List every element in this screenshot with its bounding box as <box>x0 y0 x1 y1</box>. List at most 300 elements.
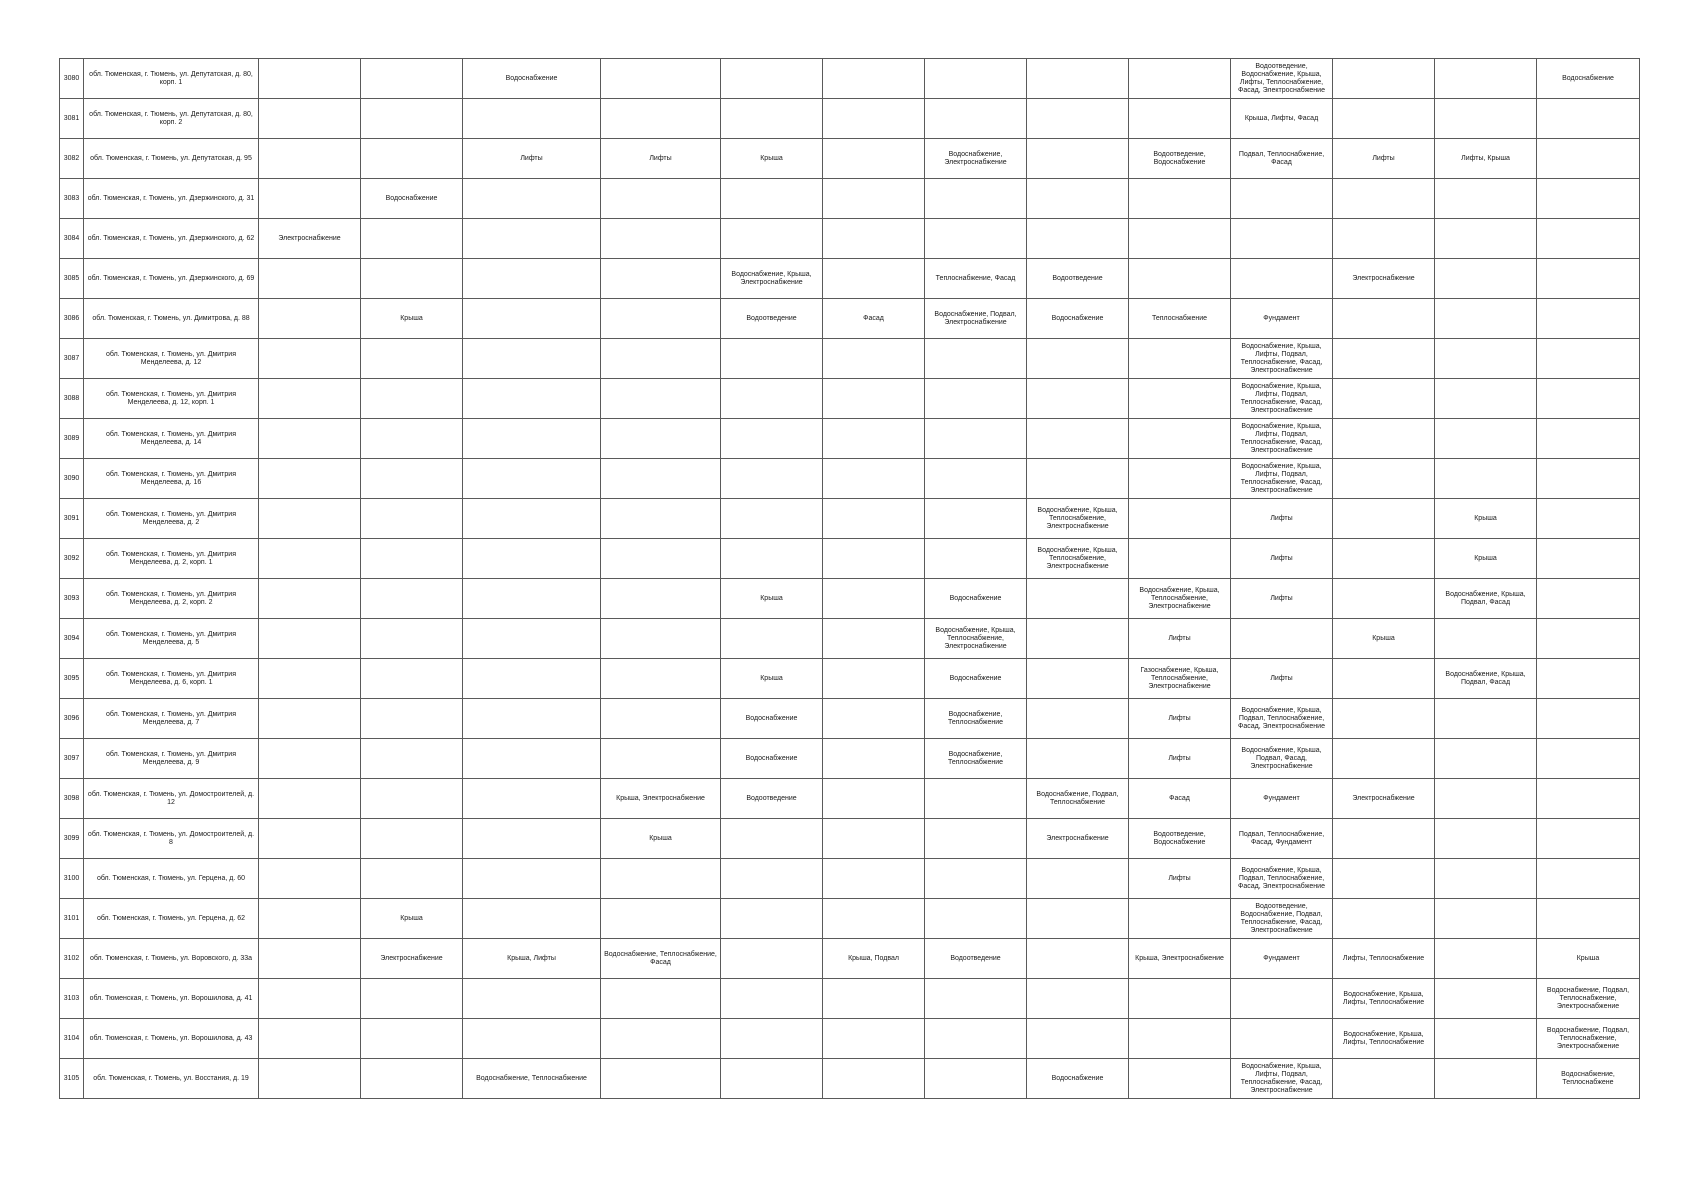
table-row <box>60 139 1640 179</box>
work-cell <box>925 1019 1027 1059</box>
work-cell <box>1435 859 1537 899</box>
work-cell <box>259 139 361 179</box>
table-row <box>60 219 1640 259</box>
work-cell <box>1435 899 1537 939</box>
work-cell <box>1129 459 1231 499</box>
work-cell <box>463 539 601 579</box>
work-cell: Водоснабжение, Теплоснабжение <box>925 699 1027 739</box>
work-cell <box>463 619 601 659</box>
work-cell <box>925 819 1027 859</box>
work-cell: Лифты <box>601 139 721 179</box>
work-cell <box>601 419 721 459</box>
work-cell <box>1027 619 1129 659</box>
work-cell <box>1129 99 1231 139</box>
work-cell <box>361 859 463 899</box>
address-cell: обл. Тюменская, г. Тюмень, ул. Депутатская, д. 80, корп. 1 <box>84 59 259 99</box>
work-cell <box>1537 459 1640 499</box>
work-cell <box>601 299 721 339</box>
work-cell <box>721 219 823 259</box>
work-cell <box>463 179 601 219</box>
work-cell: Крыша <box>721 139 823 179</box>
table-row <box>60 619 1640 659</box>
work-cell <box>721 899 823 939</box>
table-row <box>60 539 1640 579</box>
table-row <box>60 259 1640 299</box>
work-cell <box>925 499 1027 539</box>
work-cell <box>1027 859 1129 899</box>
work-cell <box>1435 619 1537 659</box>
work-cell: Водоснабжение, Крыша, Лифты, Подвал, Теплоснабжение, Фасад, Электроснабжение <box>1231 339 1333 379</box>
work-cell <box>361 1059 463 1099</box>
work-cell: Фундамент <box>1231 779 1333 819</box>
work-cell <box>259 539 361 579</box>
row-number: 3096 <box>60 699 84 739</box>
work-cell <box>463 499 601 539</box>
work-cell <box>361 459 463 499</box>
address-cell: обл. Тюменская, г. Тюмень, ул. Герцена, д. 60 <box>84 859 259 899</box>
work-cell <box>1129 1019 1231 1059</box>
address-cell: обл. Тюменская, г. Тюмень, ул. Димитрова, д. 88 <box>84 299 259 339</box>
work-cell <box>1231 979 1333 1019</box>
work-cell <box>1537 179 1640 219</box>
work-cell: Лифты <box>1231 539 1333 579</box>
work-cell: Водоснабжение, Крыша, Электроснабжение <box>721 259 823 299</box>
work-cell <box>361 59 463 99</box>
work-cell: Крыша <box>361 899 463 939</box>
work-cell <box>1027 179 1129 219</box>
table-row <box>60 379 1640 419</box>
address-cell: обл. Тюменская, г. Тюмень, ул. Ворошилова, д. 41 <box>84 979 259 1019</box>
work-cell <box>823 139 925 179</box>
work-cell: Крыша, Лифты <box>463 939 601 979</box>
work-cell <box>1537 419 1640 459</box>
work-cell <box>259 59 361 99</box>
address-cell: обл. Тюменская, г. Тюмень, ул. Воровского, д. 33а <box>84 939 259 979</box>
work-cell <box>601 379 721 419</box>
work-cell: Электроснабжение <box>259 219 361 259</box>
work-cell <box>925 899 1027 939</box>
work-cell <box>361 1019 463 1059</box>
work-cell: Водоснабжение, Крыша, Теплоснабжение, Электроснабжение <box>1027 499 1129 539</box>
work-cell <box>361 339 463 379</box>
repair-schedule-sheet <box>59 58 1640 1099</box>
table-row <box>60 659 1640 699</box>
work-cell: Водоснабжение <box>1027 1059 1129 1099</box>
work-cell <box>1537 219 1640 259</box>
work-cell <box>823 339 925 379</box>
work-cell <box>1537 819 1640 859</box>
row-number: 3084 <box>60 219 84 259</box>
work-cell: Лифты <box>1333 139 1435 179</box>
work-cell <box>259 179 361 219</box>
work-cell: Водоотведение, Водоснабжение, Крыша, Лифты, Теплоснабжение, Фасад, Электроснабжение <box>1231 59 1333 99</box>
work-cell <box>721 379 823 419</box>
table-row <box>60 819 1640 859</box>
work-cell <box>823 379 925 419</box>
work-cell: Электроснабжение <box>361 939 463 979</box>
address-cell: обл. Тюменская, г. Тюмень, ул. Дмитрия Менделеева, д. 12 <box>84 339 259 379</box>
work-cell <box>361 99 463 139</box>
row-number: 3097 <box>60 739 84 779</box>
row-number: 3092 <box>60 539 84 579</box>
work-cell: Водоснабжение, Крыша, Подвал, Фасад <box>1435 659 1537 699</box>
work-cell <box>925 459 1027 499</box>
work-cell: Водоснабжение, Крыша, Подвал, Теплоснабжение, Фасад, Электроснабжение <box>1231 859 1333 899</box>
work-cell <box>1333 459 1435 499</box>
work-cell <box>1027 99 1129 139</box>
work-cell: Водоснабжение, Крыша, Теплоснабжение, Электроснабжение <box>1129 579 1231 619</box>
work-cell <box>823 979 925 1019</box>
table-row <box>60 179 1640 219</box>
work-cell: Водоснабжение, Теплоснабжение <box>925 739 1027 779</box>
work-cell <box>925 219 1027 259</box>
work-cell <box>1537 299 1640 339</box>
work-cell <box>1333 819 1435 859</box>
table-row <box>60 579 1640 619</box>
work-cell <box>721 539 823 579</box>
row-number: 3102 <box>60 939 84 979</box>
work-cell <box>601 899 721 939</box>
work-cell: Водоснабжение, Теплоснабжене <box>1537 1059 1640 1099</box>
row-number: 3083 <box>60 179 84 219</box>
work-cell <box>1231 219 1333 259</box>
work-cell <box>1333 419 1435 459</box>
work-cell <box>1435 459 1537 499</box>
work-cell <box>601 699 721 739</box>
work-cell <box>721 1019 823 1059</box>
work-cell <box>1333 859 1435 899</box>
work-cell: Водоотведение, Водоснабжение, Подвал, Теплоснабжение, Фасад, Электроснабжение <box>1231 899 1333 939</box>
work-cell: Лифты, Крыша <box>1435 139 1537 179</box>
work-cell <box>1537 339 1640 379</box>
row-number: 3099 <box>60 819 84 859</box>
work-cell: Лифты <box>1231 499 1333 539</box>
work-cell <box>1537 739 1640 779</box>
work-cell: Крыша <box>721 579 823 619</box>
work-cell: Крыша <box>1435 539 1537 579</box>
work-cell <box>823 179 925 219</box>
row-number: 3080 <box>60 59 84 99</box>
repair-schedule-table <box>59 58 1640 1099</box>
work-cell <box>1027 219 1129 259</box>
work-cell <box>259 419 361 459</box>
work-cell: Фасад <box>1129 779 1231 819</box>
work-cell <box>1231 179 1333 219</box>
work-cell <box>823 659 925 699</box>
work-cell <box>361 219 463 259</box>
row-number: 3088 <box>60 379 84 419</box>
row-number: 3085 <box>60 259 84 299</box>
work-cell <box>601 179 721 219</box>
work-cell: Крыша, Лифты, Фасад <box>1231 99 1333 139</box>
work-cell <box>259 459 361 499</box>
work-cell <box>1129 179 1231 219</box>
work-cell <box>1129 59 1231 99</box>
work-cell <box>259 859 361 899</box>
work-cell: Водоснабжение, Крыша, Лифты, Теплоснабжение <box>1333 979 1435 1019</box>
work-cell <box>259 939 361 979</box>
work-cell: Водоснабжение <box>925 579 1027 619</box>
work-cell <box>721 99 823 139</box>
work-cell: Водоснабжение, Крыша, Теплоснабжение, Электроснабжение <box>925 619 1027 659</box>
work-cell <box>361 539 463 579</box>
table-row <box>60 1019 1640 1059</box>
work-cell <box>1129 899 1231 939</box>
work-cell <box>823 819 925 859</box>
work-cell <box>1129 979 1231 1019</box>
work-cell <box>361 139 463 179</box>
work-cell <box>823 59 925 99</box>
work-cell <box>1231 1019 1333 1059</box>
work-cell <box>1027 899 1129 939</box>
address-cell: обл. Тюменская, г. Тюмень, ул. Дмитрия Менделеева, д. 2, корп. 2 <box>84 579 259 619</box>
work-cell: Электроснабжение <box>1027 819 1129 859</box>
work-cell: Лифты <box>1231 579 1333 619</box>
work-cell <box>1027 419 1129 459</box>
work-cell <box>463 299 601 339</box>
work-cell <box>1537 99 1640 139</box>
work-cell <box>259 659 361 699</box>
work-cell <box>601 499 721 539</box>
work-cell <box>361 419 463 459</box>
address-cell: обл. Тюменская, г. Тюмень, ул. Дмитрия Менделеева, д. 14 <box>84 419 259 459</box>
work-cell: Водоотведение <box>1027 259 1129 299</box>
work-cell: Крыша <box>721 659 823 699</box>
row-number: 3101 <box>60 899 84 939</box>
work-cell <box>1333 339 1435 379</box>
address-cell: обл. Тюменская, г. Тюмень, ул. Дмитрия Менделеева, д. 9 <box>84 739 259 779</box>
work-cell <box>1129 539 1231 579</box>
work-cell <box>1435 179 1537 219</box>
work-cell <box>259 99 361 139</box>
work-cell: Крыша <box>361 299 463 339</box>
address-cell: обл. Тюменская, г. Тюмень, ул. Дзержинского, д. 69 <box>84 259 259 299</box>
work-cell <box>1435 339 1537 379</box>
table-row <box>60 699 1640 739</box>
address-cell: обл. Тюменская, г. Тюмень, ул. Дзержинского, д. 31 <box>84 179 259 219</box>
work-cell <box>823 419 925 459</box>
address-cell: обл. Тюменская, г. Тюмень, ул. Дмитрия Менделеева, д. 2, корп. 1 <box>84 539 259 579</box>
address-cell: обл. Тюменская, г. Тюмень, ул. Восстания, д. 19 <box>84 1059 259 1099</box>
work-cell <box>823 619 925 659</box>
work-cell: Водоснабжение <box>1537 59 1640 99</box>
table-row <box>60 859 1640 899</box>
work-cell <box>823 499 925 539</box>
work-cell: Водоснабжение <box>463 59 601 99</box>
work-cell <box>463 779 601 819</box>
work-cell: Водоснабжение <box>721 699 823 739</box>
work-cell <box>1537 499 1640 539</box>
work-cell <box>463 419 601 459</box>
work-cell <box>259 579 361 619</box>
work-cell <box>463 1019 601 1059</box>
work-cell <box>601 1059 721 1099</box>
row-number: 3093 <box>60 579 84 619</box>
work-cell: Подвал, Теплоснабжение, Фасад, Фундамент <box>1231 819 1333 859</box>
work-cell <box>1537 379 1640 419</box>
address-cell: обл. Тюменская, г. Тюмень, ул. Герцена, д. 62 <box>84 899 259 939</box>
work-cell: Водоснабжение, Крыша, Подвал, Фасад <box>1435 579 1537 619</box>
work-cell <box>1027 379 1129 419</box>
work-cell <box>1129 379 1231 419</box>
work-cell <box>259 259 361 299</box>
work-cell: Водоснабжение <box>361 179 463 219</box>
address-cell: обл. Тюменская, г. Тюмень, ул. Домостроителей, д. 8 <box>84 819 259 859</box>
work-cell <box>463 859 601 899</box>
work-cell <box>925 419 1027 459</box>
table-row <box>60 299 1640 339</box>
work-cell <box>1027 699 1129 739</box>
work-cell <box>1129 499 1231 539</box>
work-cell <box>601 339 721 379</box>
work-cell <box>1027 59 1129 99</box>
table-row <box>60 59 1640 99</box>
row-number: 3095 <box>60 659 84 699</box>
work-cell <box>1537 579 1640 619</box>
work-cell <box>925 339 1027 379</box>
work-cell: Лифты <box>1129 859 1231 899</box>
address-cell: обл. Тюменская, г. Тюмень, ул. Дзержинского, д. 62 <box>84 219 259 259</box>
work-cell: Лифты <box>1129 699 1231 739</box>
work-cell: Крыша, Подвал <box>823 939 925 979</box>
work-cell <box>1537 659 1640 699</box>
work-cell <box>1333 579 1435 619</box>
work-cell <box>1435 259 1537 299</box>
row-number: 3094 <box>60 619 84 659</box>
work-cell <box>823 99 925 139</box>
work-cell <box>601 979 721 1019</box>
work-cell: Крыша, Электроснабжение <box>601 779 721 819</box>
work-cell <box>1333 539 1435 579</box>
work-cell: Теплоснабжение, Фасад <box>925 259 1027 299</box>
work-cell <box>1231 259 1333 299</box>
work-cell: Водоотведение <box>925 939 1027 979</box>
work-cell <box>1537 899 1640 939</box>
work-cell: Лифты <box>1129 739 1231 779</box>
work-cell <box>1435 419 1537 459</box>
work-cell <box>601 539 721 579</box>
work-cell <box>721 819 823 859</box>
work-cell <box>925 379 1027 419</box>
work-cell <box>1333 739 1435 779</box>
work-cell <box>259 1059 361 1099</box>
work-cell <box>1537 619 1640 659</box>
work-cell: Подвал, Теплоснабжение, Фасад <box>1231 139 1333 179</box>
work-cell <box>1129 219 1231 259</box>
work-cell <box>259 819 361 859</box>
work-cell <box>1129 419 1231 459</box>
work-cell <box>823 699 925 739</box>
work-cell <box>1027 579 1129 619</box>
work-cell <box>1537 859 1640 899</box>
work-cell: Водоснабжение, Крыша, Подвал, Теплоснабжение, Фасад, Электроснабжение <box>1231 699 1333 739</box>
work-cell <box>463 339 601 379</box>
work-cell <box>925 779 1027 819</box>
work-cell <box>601 459 721 499</box>
work-cell <box>823 859 925 899</box>
work-cell <box>1435 939 1537 979</box>
work-cell <box>1435 979 1537 1019</box>
work-cell <box>361 979 463 1019</box>
row-number: 3104 <box>60 1019 84 1059</box>
work-cell: Водоснабжение, Теплоснабжение <box>463 1059 601 1099</box>
work-cell: Водоснабжение, Крыша, Теплоснабжение, Электроснабжение <box>1027 539 1129 579</box>
work-cell <box>1435 1019 1537 1059</box>
work-cell <box>601 659 721 699</box>
work-cell <box>823 259 925 299</box>
work-cell: Водоснабжение, Крыша, Лифты, Теплоснабжение <box>1333 1019 1435 1059</box>
table-row <box>60 939 1640 979</box>
row-number: 3100 <box>60 859 84 899</box>
work-cell <box>601 219 721 259</box>
work-cell <box>361 579 463 619</box>
work-cell: Электроснабжение <box>1333 259 1435 299</box>
work-cell <box>925 539 1027 579</box>
work-cell <box>823 219 925 259</box>
row-number: 3098 <box>60 779 84 819</box>
work-cell <box>463 259 601 299</box>
work-cell <box>925 99 1027 139</box>
work-cell <box>925 1059 1027 1099</box>
work-cell: Водоснабжение, Подвал, Электроснабжение <box>925 299 1027 339</box>
work-cell <box>259 299 361 339</box>
work-cell: Крыша <box>601 819 721 859</box>
work-cell <box>721 1059 823 1099</box>
work-cell: Водоснабжение, Крыша, Лифты, Подвал, Теплоснабжение, Фасад, Электроснабжение <box>1231 459 1333 499</box>
work-cell <box>1537 259 1640 299</box>
work-cell <box>463 659 601 699</box>
work-cell <box>601 859 721 899</box>
work-cell <box>601 579 721 619</box>
table-row <box>60 1059 1640 1099</box>
address-cell: обл. Тюменская, г. Тюмень, ул. Дмитрия Менделеева, д. 5 <box>84 619 259 659</box>
work-cell: Водоснабжение <box>1027 299 1129 339</box>
work-cell <box>463 979 601 1019</box>
work-cell <box>463 379 601 419</box>
row-number: 3103 <box>60 979 84 1019</box>
work-cell <box>601 1019 721 1059</box>
table-row <box>60 459 1640 499</box>
work-cell <box>721 339 823 379</box>
work-cell <box>1129 339 1231 379</box>
row-number: 3090 <box>60 459 84 499</box>
table-row <box>60 979 1640 1019</box>
row-number: 3082 <box>60 139 84 179</box>
work-cell: Водоснабжение, Подвал, Теплоснабжение, Электроснабжение <box>1537 979 1640 1019</box>
work-cell: Лифты <box>1231 659 1333 699</box>
work-cell <box>361 779 463 819</box>
table-row <box>60 339 1640 379</box>
work-cell <box>823 899 925 939</box>
work-cell <box>1435 379 1537 419</box>
work-cell <box>1333 1059 1435 1099</box>
work-cell: Водоснабжение, Подвал, Теплоснабжение <box>1027 779 1129 819</box>
work-cell <box>259 619 361 659</box>
table-row <box>60 99 1640 139</box>
work-cell: Водоотведение <box>721 299 823 339</box>
work-cell <box>361 659 463 699</box>
work-cell <box>1333 659 1435 699</box>
work-cell: Водоснабжение, Крыша, Лифты, Подвал, Теплоснабжение, Фасад, Электроснабжение <box>1231 419 1333 459</box>
work-cell: Водоснабжение, Подвал, Теплоснабжение, Электроснабжение <box>1537 1019 1640 1059</box>
table-row <box>60 779 1640 819</box>
work-cell <box>463 99 601 139</box>
work-cell <box>721 939 823 979</box>
work-cell <box>823 459 925 499</box>
work-cell <box>925 179 1027 219</box>
work-cell: Водоснабжение, Теплоснабжение, Фасад <box>601 939 721 979</box>
work-cell <box>721 499 823 539</box>
